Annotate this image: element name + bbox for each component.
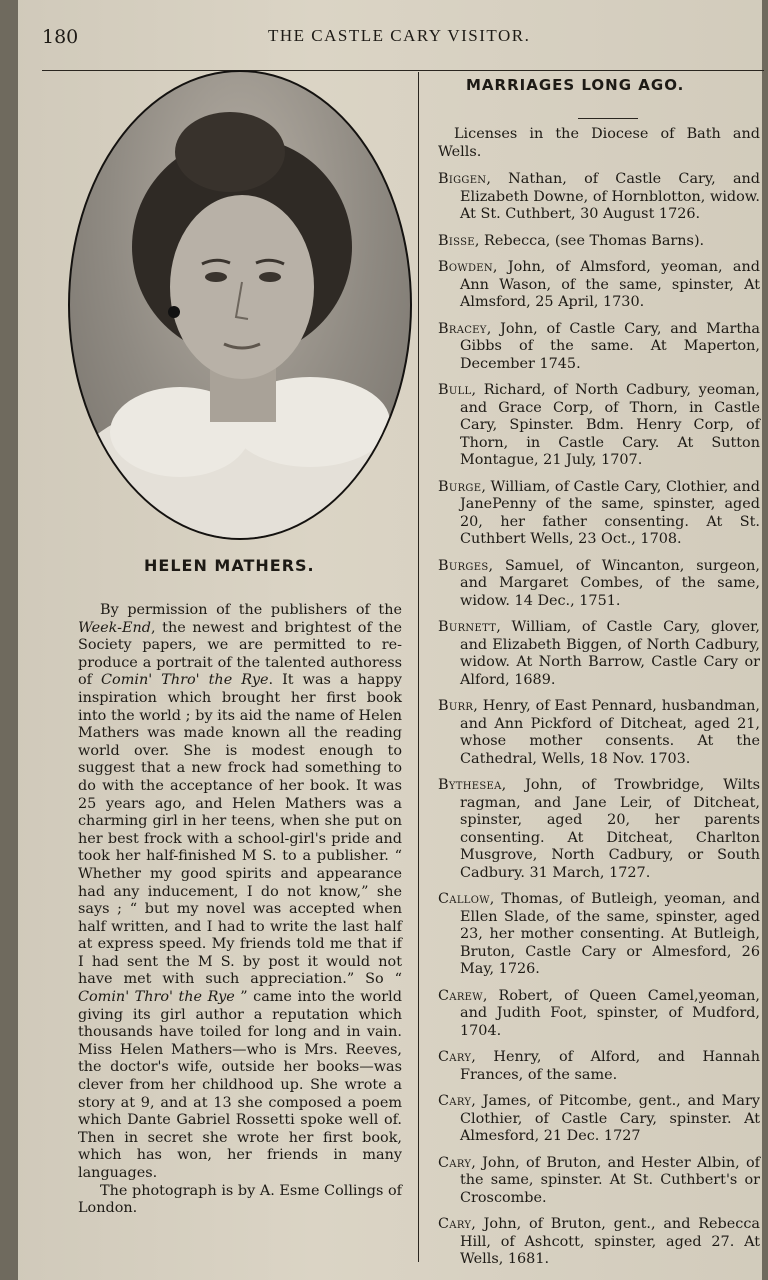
article-text: , the newest and brightest of the Society papers, we are permitted to re-produce a portrait of the talented authoress of <box>78 619 402 689</box>
record-text: , John, of Castle Cary, and Martha Gibbs of the same. At Maperton, December 1745. <box>460 320 760 372</box>
marriage-record <box>438 1216 760 1269</box>
book-title: Comin' Thro' the Rye <box>78 989 235 1006</box>
marriage-record <box>438 1093 760 1146</box>
header-rule <box>42 70 764 71</box>
marriage-record <box>438 1049 760 1084</box>
record-surname: Cary <box>438 1154 472 1171</box>
record-text: , Thomas, of Butleigh, yeoman, and Ellen Slade, of the same, spinster, aged 23, her mother consenting. At Butleigh, Bruton, Castle Cary or Almesford, 26 May, 1726. <box>460 891 760 977</box>
record-text: , Henry, of Alford, and Hannah Frances, of the same. <box>460 1049 760 1083</box>
publication-name: Week-End <box>78 619 151 636</box>
record-text: , Nathan, of Castle Cary, and Elizabeth Downe, of Hornblotton, widow. At St. Cuthbert, 30 August 1726. <box>460 171 760 222</box>
marriage-record <box>438 321 760 374</box>
record-surname: Bowden <box>438 259 493 275</box>
record-text: , John, of Bruton, gent., and Rebecca Hill, of Ashcott, spinster, aged 27. At Wells, 1681. <box>460 1216 760 1267</box>
page-header <box>42 22 762 52</box>
column-divider <box>418 72 419 1262</box>
marriage-record <box>438 171 760 224</box>
marriage-record <box>438 479 760 549</box>
record-surname: Cary <box>438 1093 472 1109</box>
portrait-photo <box>68 70 412 540</box>
record-text: , William, of Castle Cary, Clothier, and JanePenny of the same, spinster, aged 20, her father consenting. At St. Cuthbert Wells, 23 Oct., 1708. <box>460 478 760 547</box>
book-title: Comin' Thro' the Rye <box>101 672 269 689</box>
record-surname: Burnett <box>438 619 497 635</box>
record-surname: Bythesea <box>438 777 502 793</box>
record-text: , Samuel, of Wincanton, surgeon, and Margaret Combes, of the same, widow. 14 Dec., 1751. <box>460 557 760 609</box>
marriage-records <box>438 126 760 1278</box>
record-surname: Burges <box>438 557 489 574</box>
record-surname: Burr <box>438 698 474 714</box>
section-title: MARRIAGES LONG AGO. <box>466 76 685 94</box>
marriage-record <box>438 382 760 470</box>
article-text: ” came into the world giving its girl author a reputation which thousands have toiled for long and in vain. Miss Helen Mathers—who is Mrs. Reeves, the doctor's wife, outside her books—was clever from her childhood up. She wrote a story at 9, and at 13 she composed a poem which Dante Gabriel Rossetti spoke well of. Then in secret she wrote her first book, which has won, her friends in many languages. <box>78 989 402 1181</box>
record-text: , John, of Almsford, yeoman, and Ann Wason, of the same, spinster, At Almsford, 25 April, 1730. <box>460 259 760 310</box>
marriage-record <box>438 558 760 611</box>
portrait-illustration <box>70 72 412 540</box>
marriage-record <box>438 988 760 1041</box>
record-surname: Cary <box>438 1216 472 1232</box>
record-text: , Henry, of East Pennard, husbandman, and Ann Pickford of Ditcheat, aged 21, whose mother consents. At the Cathedral, Wells, 18 Nov. 1703. <box>460 698 760 767</box>
page-number: 180 <box>42 26 79 48</box>
record-text: , Robert, of Queen Camel,yeoman, and Judith Foot, spinster, of Mudford, 1704. <box>460 987 760 1039</box>
record-surname: Callow <box>438 891 490 907</box>
marriage-record <box>438 619 760 689</box>
article-intro: By permission of the publishers of the <box>100 602 402 618</box>
record-surname: Burge <box>438 478 482 495</box>
marriage-record <box>438 777 760 882</box>
running-title: THE CASTLE CARY VISITOR. <box>268 26 531 45</box>
records-intro: Licenses in the Diocese of Bath and Wells. <box>438 126 760 160</box>
marriage-record <box>438 698 760 768</box>
page <box>18 0 762 1280</box>
article-paragraph <box>78 602 402 1183</box>
portrait-caption: HELEN MATHERS. <box>144 556 315 575</box>
photo-credit: The photograph is by A. Esme Collings of London. <box>78 1182 402 1217</box>
record-surname: Bracey <box>438 320 487 337</box>
record-text: , John, of Bruton, and Hester Albin, of the same, spinster. At St. Cuthbert's or Croscombe. <box>460 1154 760 1206</box>
record-text: , William, of Castle Cary, glover, and Elizabeth Biggen, of North Cadbury, widow. At North Barrow, Castle Cary or Alford, 1689. <box>460 619 760 688</box>
record-surname: Bisse <box>438 232 475 249</box>
record-surname: Biggen <box>438 171 487 187</box>
record-text: , John, of Trowbridge, Wilts ragman, and Jane Leir, of Ditcheat, spinster, aged 20, her parents consenting. At Ditcheat, Charlton Musgrove, North Cadbury, or South Cadbury. 31 March, 1727. <box>460 777 760 881</box>
record-text: , James, of Pitcombe, gent., and Mary Clothier, of Castle Cary, spinster. At Almesford, 21 Dec. 1727 <box>460 1093 760 1144</box>
record-text: , Richard, of North Cadbury, yeoman, and Grace Corp, of Thorn, in Castle Cary, Spinster. Bdm. Henry Corp, of Thorn, in Castle Cary. At Sutton Montague, 21 July, 1707. <box>460 382 760 468</box>
marriage-record <box>438 259 760 312</box>
record-list <box>438 171 760 1269</box>
record-surname: Bull <box>438 382 472 398</box>
record-text: , Rebecca, (see Thomas Barns). <box>474 232 705 249</box>
marriage-record <box>438 233 760 251</box>
marriage-record <box>438 1155 760 1208</box>
title-rule <box>578 118 638 119</box>
record-surname: Cary <box>438 1049 472 1065</box>
article-helen-mathers <box>78 602 402 1218</box>
article-text: . It was a happy inspiration which brought her first book into the world ; by its aid the name of Helen Mathers was made known all the reading world over. She is modest enough to suggest that a new frock had something to do with the acceptance of her book. It was 25 years ago, and Helen Mathers was a charming girl in her teens, when she put on her best frock with a school-girl's pride and took her half-finished M S. to a publisher. “ Whether my good spirits and appearance had any inducement, I do not know,” she says ; “ but my novel was accepted when half written, and I had to write the last half at express speed. My friends told me that if I had sent the M S. by post it would not have met with such appreciation.” So “ <box>78 672 402 988</box>
record-surname: Carew <box>438 987 483 1004</box>
marriage-record <box>438 891 760 979</box>
